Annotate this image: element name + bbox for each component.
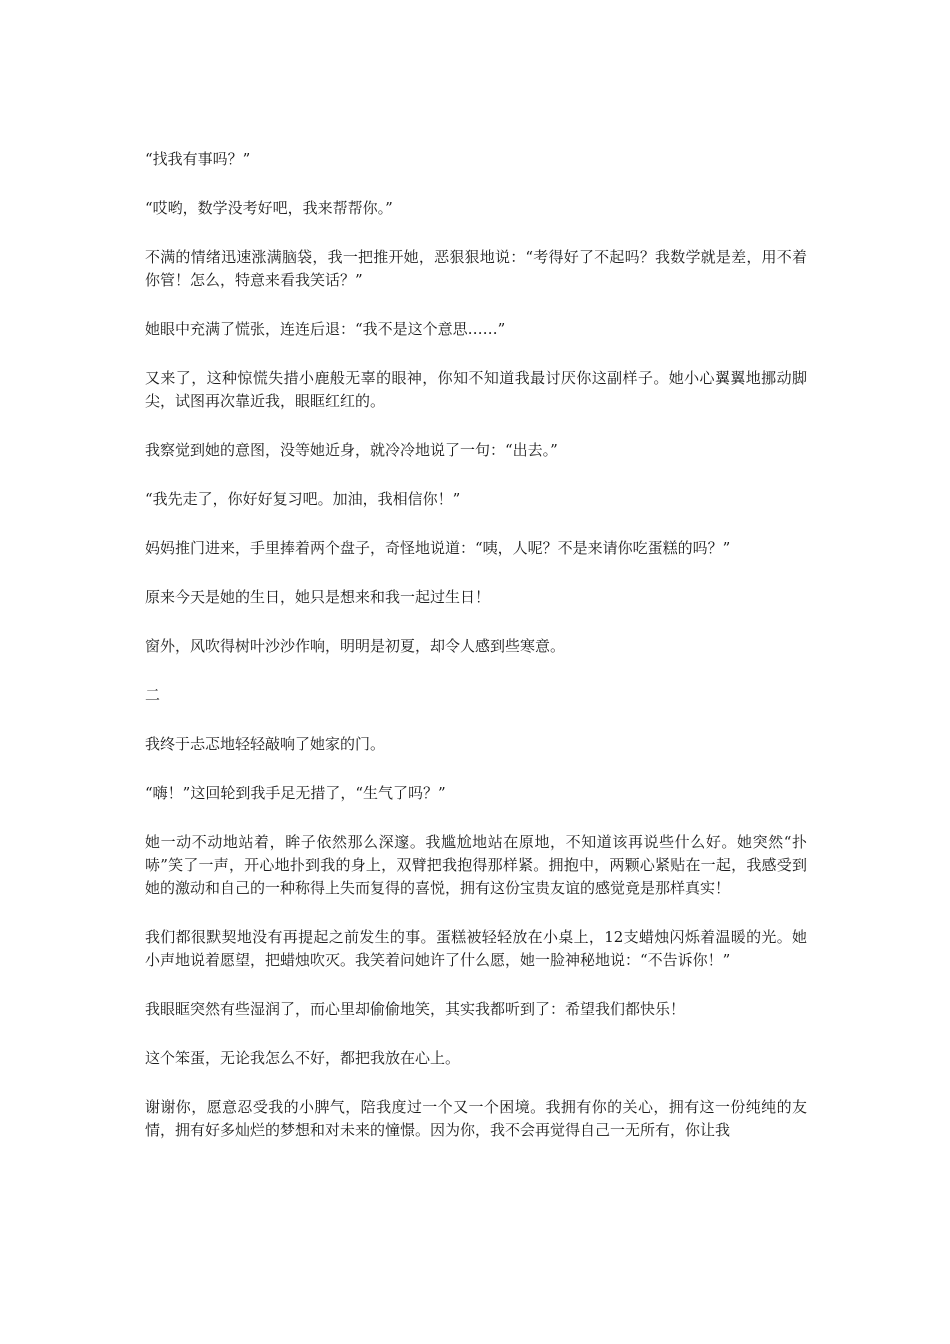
paragraph: “哎哟，数学没考好吧，我来帮帮你。” bbox=[145, 199, 393, 217]
paragraph: 窗外，风吹得树叶沙沙作响，明明是初夏，却令人感到些寒意。 bbox=[145, 637, 566, 655]
document-body bbox=[145, 148, 807, 1168]
section-heading: 二 bbox=[145, 686, 161, 704]
paragraph: 我察觉到她的意图，没等她近身，就冷冷地说了一句：“出去。” bbox=[145, 441, 558, 459]
paragraph: 我终于忐忑地轻轻敲响了她家的门。 bbox=[145, 735, 386, 753]
paragraph: 妈妈推门进来，手里捧着两个盘子，奇怪地说道：“咦，人呢？不是来请你吃蛋糕的吗？” bbox=[145, 539, 731, 557]
paragraph: “我先走了，你好好复习吧。加油，我相信你！” bbox=[145, 490, 461, 508]
paragraph: 原来今天是她的生日，她只是想来和我一起过生日！ bbox=[145, 588, 491, 606]
paragraph: 我们都很默契地没有再提起之前发生的事。蛋糕被轻轻放在小桌上，12支蜡烛闪烁着温暖的光。她小声地说着愿望，把蜡烛吹灭。我笑着问她许了什么愿，她一脸神秘地说：“不告诉你！” bbox=[145, 928, 807, 969]
paragraph: 她一动不动地站着，眸子依然那么深邃。我尴尬地站在原地，不知道该再说些什么好。她突然“扑哧”笑了一声，开心地扑到我的身上，双臂把我抱得那样紧。拥抱中，两颗心紧贴在一起，我感受到她的激动和自己的一种称得上失而复得的喜悦，拥有这份宝贵友谊的感觉竟是那样真实！ bbox=[145, 833, 807, 897]
paragraph: “找我有事吗？” bbox=[145, 150, 251, 168]
paragraph: 她眼中充满了慌张，连连后退：“我不是这个意思……” bbox=[145, 320, 506, 338]
paragraph: 这个笨蛋，无论我怎么不好，都把我放在心上。 bbox=[145, 1049, 461, 1067]
paragraph: 谢谢你，愿意忍受我的小脾气，陪我度过一个又一个困境。我拥有你的关心，拥有这一份纯纯的友情，拥有好多灿烂的梦想和对未来的憧憬。因为你，我不会再觉得自己一无所有，你让我 bbox=[145, 1098, 807, 1139]
paragraph: 不满的情绪迅速涨满脑袋，我一把推开她，恶狠狠地说：“考得好了不起吗？我数学就是差，用不着你管！怎么，特意来看我笑话？” bbox=[145, 248, 807, 289]
paragraph: 我眼眶突然有些湿润了，而心里却偷偷地笑，其实我都听到了：希望我们都快乐！ bbox=[145, 1000, 686, 1018]
paragraph: “嗨！”这回轮到我手足无措了，“生气了吗？” bbox=[145, 784, 446, 802]
paragraph: 又来了，这种惊慌失措小鹿般无辜的眼神，你知不知道我最讨厌你这副样子。她小心翼翼地挪动脚尖，试图再次靠近我，眼眶红红的。 bbox=[145, 369, 807, 410]
